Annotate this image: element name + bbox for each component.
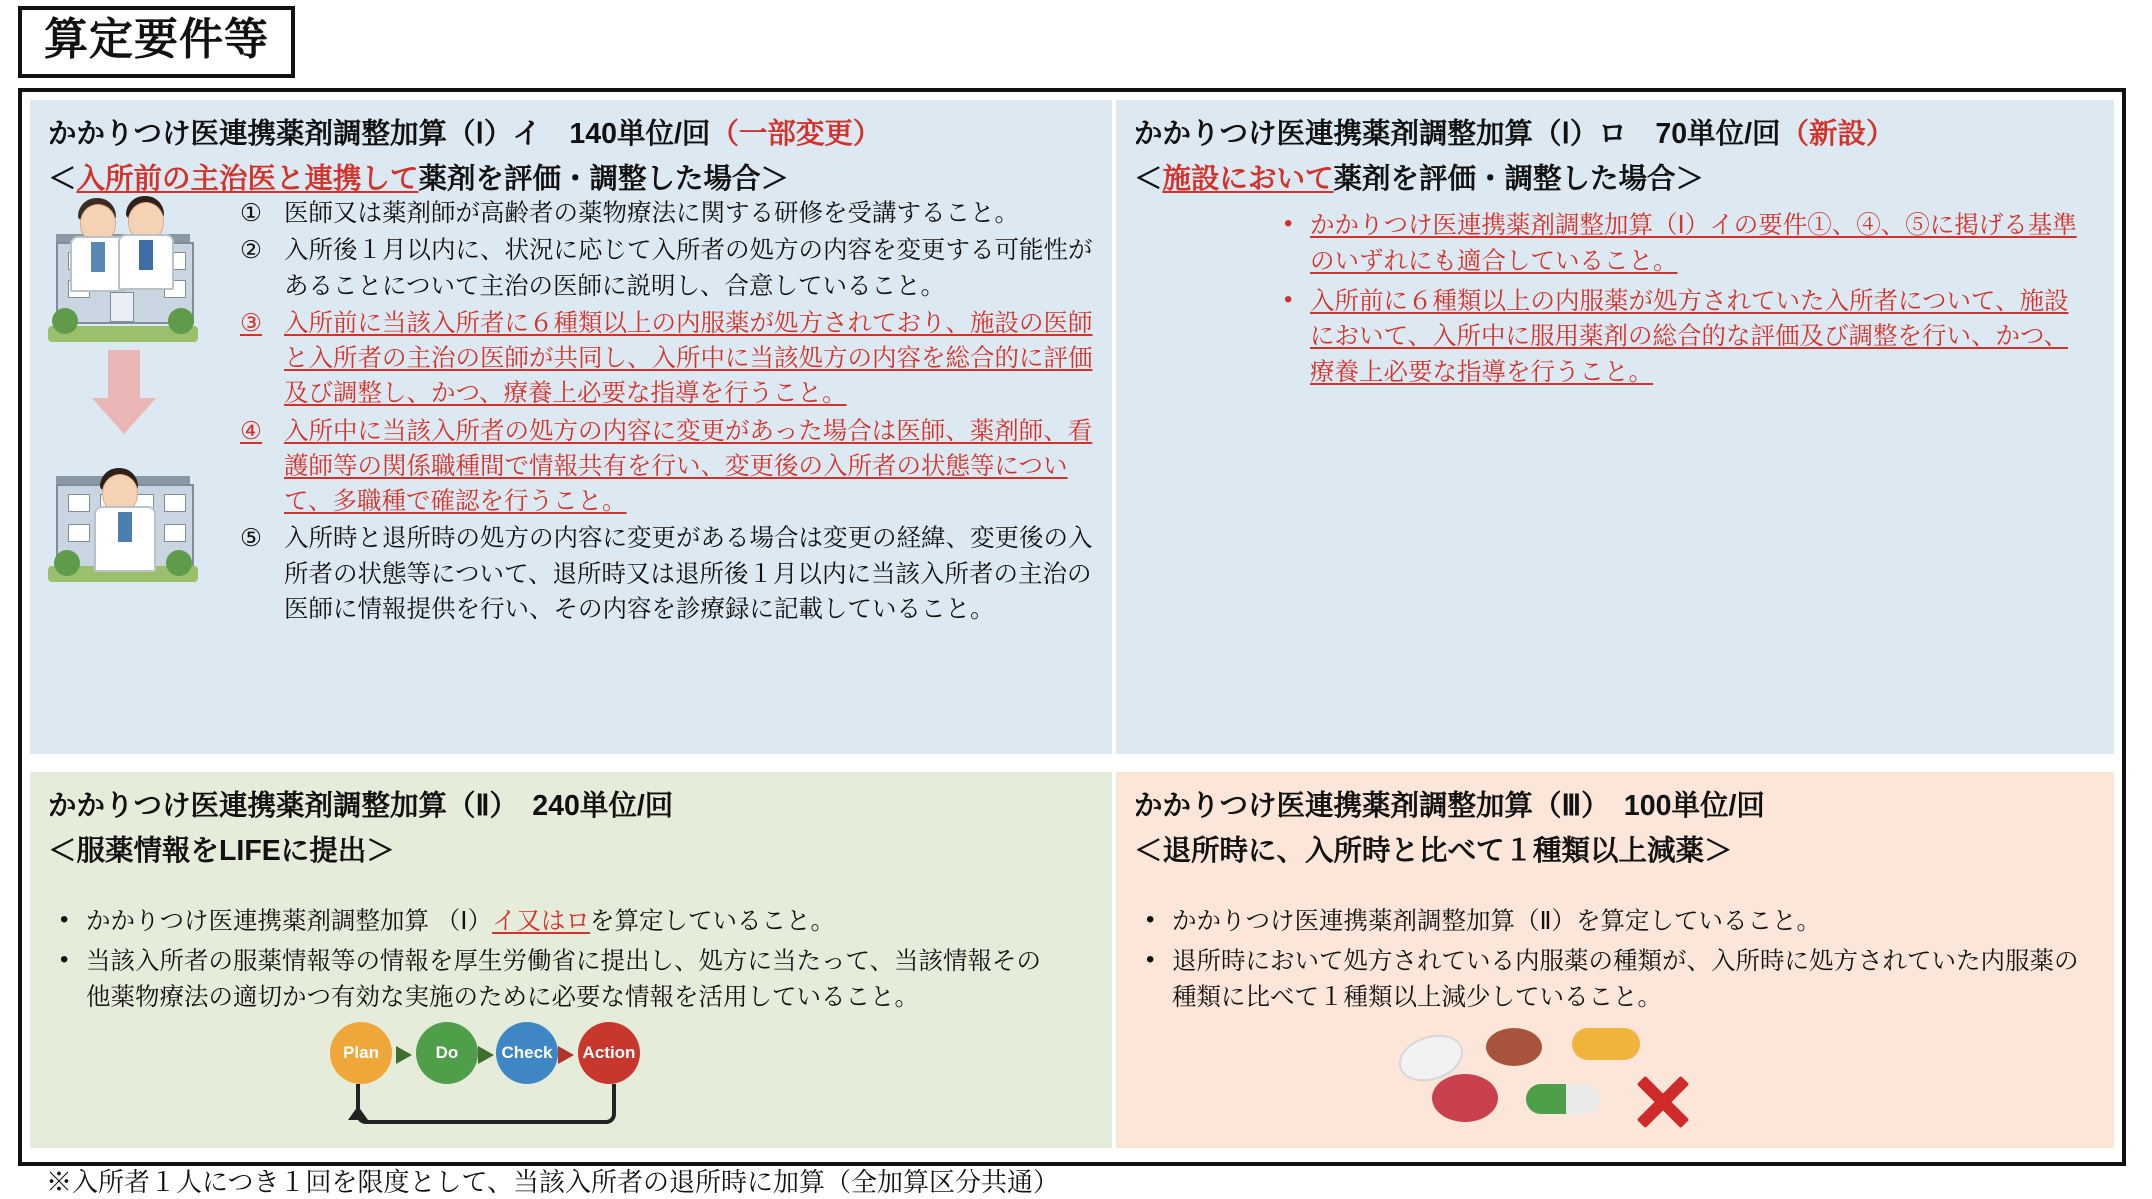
bullet-icon: • [1284, 285, 1293, 313]
panel-3-heading: かかりつけ医連携薬剤調整加算（Ⅲ） 100単位/回 [1134, 790, 1765, 822]
list-item [1284, 208, 2084, 280]
list-item-marker: ④ [240, 417, 262, 445]
illustration-facility-after [48, 450, 198, 600]
illustration-down-arrow [92, 350, 156, 436]
list-item-text-pre: かかりつけ医連携薬剤調整加算 （Ⅰ） [86, 908, 493, 935]
list-item-text: 当該入所者の服薬情報等の情報を厚生労働省に提出し、処方に当たって、当該情報その他薬物療法の適切かつ有効な実施のために必要な情報を活用していること。 [86, 947, 1042, 1011]
panel-1ro-subheading [1116, 154, 2114, 197]
panel-kakaritsuke-1-i [30, 100, 1112, 754]
list-item-text-post: を算定していること。 [590, 908, 836, 935]
panel-1ro-requirements-list [1284, 208, 2084, 395]
pill-yellow-icon [1572, 1028, 1640, 1060]
pdca-plan: Plan [330, 1022, 392, 1084]
list-item [60, 904, 1060, 940]
list-item-text [86, 904, 1060, 940]
list-item-text: 退所時において処方されている内服薬の種類が、入所時に処方されていた内服薬の種類に比べて１種類以上減少していること。 [1172, 947, 2079, 1011]
panel-1ro-heading [1116, 100, 2114, 154]
panel-1ro-sub-underline: 施設において [1162, 163, 1334, 196]
page-title: 算定要件等 [18, 6, 295, 78]
list-item [1146, 904, 2086, 940]
panel-1ro-sub-rest: 薬剤を評価・調整した場合＞ [1333, 163, 1705, 196]
list-item-text: 入所前に当該入所者に６種類以上の内服薬が処方されており、施設の医師と入所者の主治の医師が共同し、入所中に当該処方の内容を総合的に評価及び調整し、かつ、療養上必要な指導を行うこと。 [284, 309, 1093, 408]
list-item [1146, 944, 2086, 1016]
pdca-arrow-3 [558, 1046, 574, 1064]
list-item [1284, 284, 2084, 391]
panel-3-requirements-list [1146, 904, 2086, 1019]
panel-2-subheading: ＜服薬情報をLIFEに提出＞ [48, 835, 395, 868]
panel-kakaritsuke-3 [1116, 772, 2114, 1148]
list-item-text: 入所後１月以内に、状況に応じて入所者の処方の内容を変更する可能性があることについて主治の医師に説明し、合意していること。 [284, 237, 1093, 300]
list-item-text: かかりつけ医連携薬剤調整加算（Ⅰ）イの要件①、④、⑤に掲げる基準のいずれにも適合していること。 [1310, 212, 2077, 275]
illustration-facility-before [48, 196, 198, 336]
pdca-arrow-1 [396, 1046, 412, 1064]
list-item-text: 医師又は薬剤師が高齢者の薬物療法に関する研修を受講すること。 [284, 200, 1019, 227]
pdca-do: Do [416, 1022, 478, 1084]
panel-2-requirements-list [60, 904, 1060, 1019]
panel-1i-heading-main: かかりつけ医連携薬剤調整加算（Ⅰ）イ 140単位/回 [48, 118, 711, 150]
pdca-arrow-2 [478, 1046, 494, 1064]
panel-1i-heading-tag: （一部変更） [710, 118, 882, 150]
bullet-icon: • [1146, 906, 1155, 933]
list-item [240, 521, 1100, 627]
list-item-text: かかりつけ医連携薬剤調整加算（Ⅱ）を算定していること。 [1172, 908, 1822, 935]
panel-1i-heading [30, 100, 1112, 154]
illustration-pdca-cycle [330, 1020, 660, 1130]
list-item-text: 入所時と退所時の処方の内容に変更がある場合は変更の経緯、変更後の入所者の状態等について、退所時又は退所後１月以内に当該入所者の主治の医師に情報提供を行い、その内容を診療録に記載していること。 [284, 525, 1093, 623]
panel-1i-requirements-list [240, 196, 1100, 629]
list-item [240, 414, 1100, 520]
panel-1ro-sub-prefix: ＜ [1134, 163, 1163, 196]
panel-kakaritsuke-2 [30, 772, 1112, 1148]
list-item [240, 306, 1100, 412]
list-item [240, 196, 1100, 231]
list-item-text-highlight: イ又はロ [492, 908, 591, 935]
list-item [240, 233, 1100, 304]
bullet-icon: • [1284, 210, 1293, 237]
list-item-marker: ② [240, 237, 262, 265]
pdca-action: Action [578, 1022, 640, 1084]
bullet-icon: • [60, 945, 69, 973]
panel-1i-sub-rest: 薬剤を評価・調整した場合＞ [418, 163, 790, 196]
panel-2-heading: かかりつけ医連携薬剤調整加算（Ⅱ） 240単位/回 [48, 790, 674, 822]
list-item-marker: ① [240, 200, 262, 227]
content-frame [18, 88, 2126, 1197]
panel-3-subheading: ＜退所時に、入所時と比べて１種類以上減薬＞ [1134, 835, 1733, 868]
illustration-medication-reduction [1376, 1022, 1706, 1132]
pill-brown-icon [1486, 1028, 1542, 1066]
pdca-loop-arrow [348, 1106, 368, 1120]
bullet-icon: • [1146, 945, 1155, 973]
panel-kakaritsuke-1-ro [1116, 100, 2114, 754]
list-item-marker: ⑤ [240, 525, 262, 553]
pill-green-icon [1526, 1084, 1600, 1114]
panel-1i-sub-prefix: ＜ [48, 163, 77, 196]
cross-mark-icon [1632, 1070, 1694, 1132]
panel-1ro-heading-main: かかりつけ医連携薬剤調整加算（Ⅰ）ロ 70単位/回 [1134, 118, 1781, 150]
panel-1i-sub-underline: 入所前の主治医と連携して [76, 163, 419, 196]
pdca-loop [356, 1084, 616, 1124]
list-item [60, 944, 1060, 1016]
bullet-icon: • [60, 906, 69, 933]
panel-1ro-heading-tag: （新設） [1780, 118, 1895, 150]
list-item-marker: ③ [240, 309, 262, 337]
list-item-text: 入所前に６種類以上の内服薬が処方されていた入所者について、施設において、入所中に服用薬剤の総合的な評価及び調整を行い、かつ、療養上必要な指導を行うこと。 [1310, 287, 2069, 387]
pill-red-icon [1432, 1074, 1498, 1122]
panel-1i-subheading [30, 154, 1112, 197]
pdca-check: Check [496, 1022, 558, 1084]
footer-note: ※入所者１人につき１回を限度として、当該入所者の退所時に加算（全加算区分共通） [46, 1167, 1059, 1197]
list-item-text: 入所中に当該入所者の処方の内容に変更があった場合は医師、薬剤師、看護師等の関係職種間で情報共有を行い、変更後の入所者の状態等について、多職種で確認を行うこと。 [284, 417, 1093, 516]
